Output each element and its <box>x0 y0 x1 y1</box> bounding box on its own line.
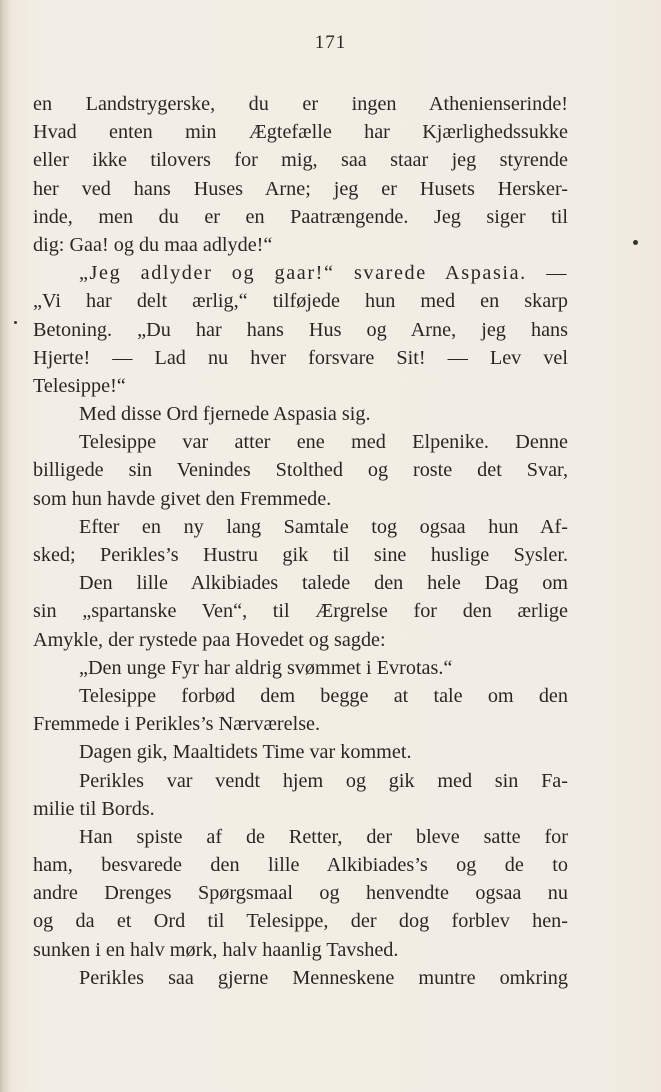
text-line: Telesippe!“ <box>33 374 126 397</box>
print-speck <box>14 321 17 324</box>
text-line: milie til Bords. <box>33 797 155 820</box>
text-line: eller ikke tilovers for mig, saa staar jeg styrende <box>33 149 568 172</box>
text-line: Betoning. „Du har hans Hus og Arne, jeg hans <box>33 318 568 341</box>
text-line: sin „spartanske Ven“, til Ærgrelse for den ærlige <box>33 600 568 623</box>
text-line: „Den unge Fyr har aldrig svømmet i Evrotas.“ <box>79 656 453 679</box>
text-line: her ved hans Huses Arne; jeg er Husets Hersker- <box>33 177 568 200</box>
text-line: en Landstrygerske, du er ingen Athenienserinde! <box>33 93 568 115</box>
binding-gutter <box>0 0 10 1092</box>
text-line: Dagen gik, Maaltidets Time var kommet. <box>79 741 412 764</box>
page-number: 171 <box>314 32 347 53</box>
text-line: Fremmede i Perikles’s Nærværelse. <box>33 713 321 736</box>
text-line: Perikles saa gjerne Menneskene muntre omkring <box>79 966 568 989</box>
text-line: og da et Ord til Telesippe, der dog forblev hen- <box>33 910 568 933</box>
body-text <box>33 90 568 992</box>
text-line: Telesippe var atter ene med Elpenike. Denne <box>79 431 568 454</box>
text-line: sked; Perikles’s Hustru gik til sine huslige Sysler. <box>33 544 568 566</box>
text-line: ham, besvarede den lille Alkibiades’s og de to <box>33 854 568 877</box>
text-line: „Vi har delt ærlig,“ tilføjede hun med en skarp <box>33 290 568 313</box>
text-line: Med disse Ord fjernede Aspasia sig. <box>79 403 371 426</box>
text-line: andre Drenges Spørgsmaal og henvendte ogsaa nu <box>33 882 568 905</box>
text-line: Han spiste af de Retter, der bleve satte for <box>79 825 568 848</box>
text-line: „Jeg adlyder og gaar!“ svarede Aspasia. — <box>79 262 568 285</box>
text-line: billigede sin Venindes Stolthed og roste det Svar, <box>33 459 568 482</box>
text-line: Perikles var vendt hjem og gik med sin Fa- <box>79 769 568 792</box>
text-line: Hjerte! — Lad nu hver forsvare Sit! — Lev vel <box>33 346 568 369</box>
print-speck <box>633 240 638 245</box>
text-line: inde, men du er en Paatrængende. Jeg siger til <box>33 205 568 228</box>
text-line: Den lille Alkibiades talede den hele Dag om <box>79 572 568 595</box>
text-line: dig: Gaa! og du maa adlyde!“ <box>33 233 273 256</box>
text-line: Hvad enten min Ægtefælle har Kjærlighedssukke <box>33 121 568 144</box>
text-line: Efter en ny lang Samtale tog ogsaa hun Af- <box>79 515 568 538</box>
text-line: Amykle, der rystede paa Hovedet og sagde: <box>33 628 386 651</box>
text-line: Telesippe forbød dem begge at tale om den <box>79 684 568 707</box>
text-line: som hun havde givet den Fremmede. <box>33 487 332 510</box>
text-line: sunken i en halv mørk, halv haanlig Tavshed. <box>33 938 399 961</box>
